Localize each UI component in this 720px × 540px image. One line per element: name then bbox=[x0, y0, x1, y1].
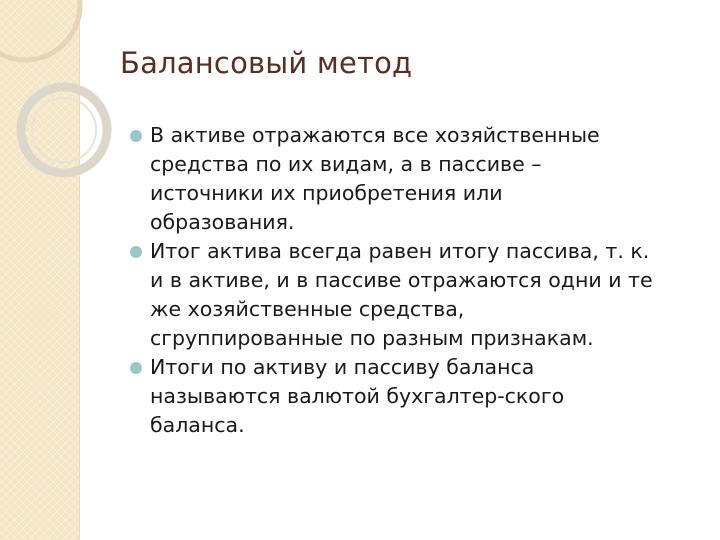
bullet-line: образования. bbox=[150, 210, 295, 234]
bullet-item bbox=[130, 237, 710, 353]
side-band-decoration bbox=[0, 0, 80, 540]
bullet-item bbox=[130, 121, 710, 237]
bullet-line: называются валютой бухгалтер-ского bbox=[150, 384, 565, 408]
bullet-line: В активе отражаются все хозяйственные bbox=[150, 123, 600, 147]
bullet-line: же хозяйственные средства, bbox=[150, 297, 465, 321]
bullet-dot-icon bbox=[130, 246, 142, 258]
bullet-line: Итог актива всегда равен итогу пассива, т. к. bbox=[150, 239, 650, 263]
bullet-item bbox=[130, 353, 710, 440]
bullet-line: источники их приобретения или bbox=[150, 181, 503, 205]
bullet-list bbox=[130, 121, 710, 440]
bullet-line: сгруппированные по разным признакам. bbox=[150, 326, 594, 350]
bullet-line: средства по их видам, а в пассиве – bbox=[150, 152, 542, 176]
bullet-dot-icon bbox=[130, 362, 142, 374]
bullet-dot-icon bbox=[130, 130, 142, 142]
bullet-line: Итоги по активу и пассиву баланса bbox=[150, 355, 535, 379]
slide-title: Балансовый метод bbox=[120, 46, 413, 80]
bullet-line: и в активе, и в пассиве отражаются одни и те bbox=[150, 268, 653, 292]
bullet-line: баланса. bbox=[150, 413, 245, 437]
